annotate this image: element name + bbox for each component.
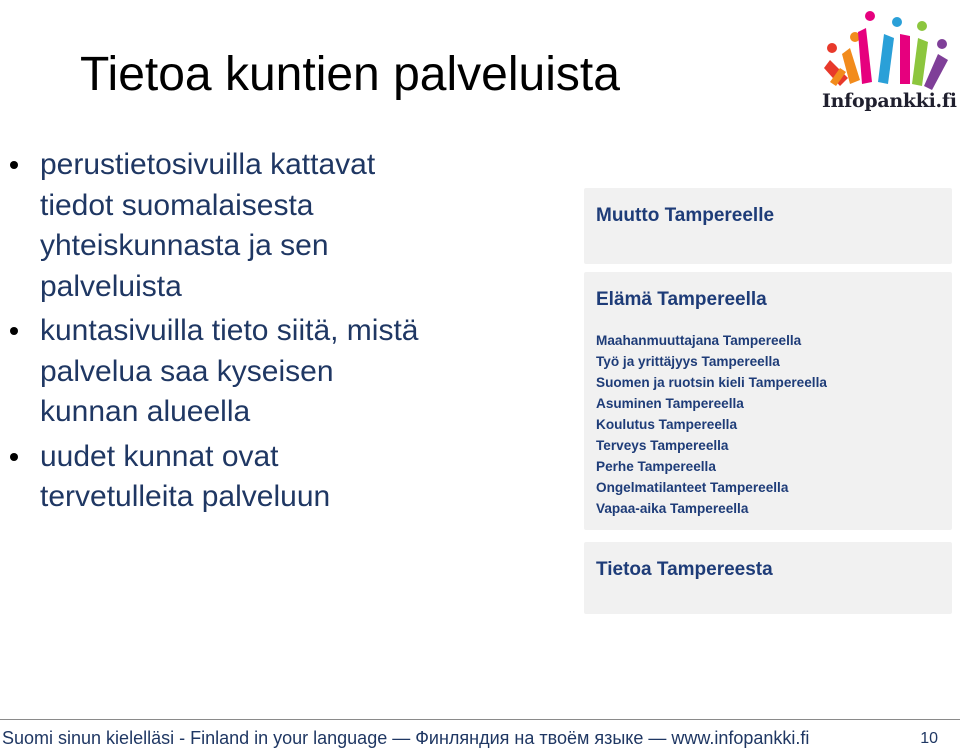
bullet-dot-icon [10,453,18,461]
panel-link[interactable]: Suomen ja ruotsin kieli Tampereella [596,375,827,390]
panel-elama [584,272,952,530]
footer-divider [0,719,960,720]
panel-link[interactable]: Vapaa-aika Tampereella [596,501,749,516]
bullet-line: palvelua saa kyseisen [40,354,334,388]
panel-tietoa [584,542,952,614]
bullet-dot-icon [10,161,18,169]
bullet-line: tervetulleita palveluun [40,480,331,513]
bullet-line: uudet kunnat ovat [40,439,279,473]
panel-link[interactable]: Maahanmuuttajana Tampereella [596,333,802,348]
bullet-item [0,145,560,307]
panel-link[interactable]: Työ ja yrittäjyys Tampereella [596,354,780,369]
panel-heading-elama[interactable]: Elämä Tampereella [596,289,767,310]
panel-muutto [584,188,952,264]
panel-heading-muutto[interactable]: Muutto Tampereelle [596,205,775,226]
logo-text: Infopankki.fi [822,90,957,112]
footer-text: Suomi sinun kielelläsi - Finland in your language — Финляндия на твоём языке — www.infopankki.fi [2,728,810,748]
bullet-line: palveluista [40,269,182,303]
panel-link-list [596,330,827,519]
panel-link[interactable]: Koulutus Tampereella [596,417,738,432]
bullet-list [0,145,560,522]
panel-link[interactable]: Perhe Tampereella [596,459,716,474]
slide-title: Tietoa kuntien palveluista [80,48,620,101]
panel-link[interactable]: Asuminen Tampereella [596,396,744,411]
bullet-line: tiedot suomalaisesta [40,188,314,222]
bullet-item [0,437,560,518]
bullet-line: kuntasivuilla tieto siitä, mistä [40,314,419,347]
panel-link[interactable]: Ongelmatilanteet Tampereella [596,480,789,495]
bullet-item [0,311,560,433]
page-number: 10 [920,730,938,747]
bullet-dot-icon [10,327,18,335]
bullet-line: perustietosivuilla kattavat [40,148,376,181]
panel-link[interactable]: Terveys Tampereella [596,438,729,453]
panel-heading-tietoa[interactable]: Tietoa Tampereesta [596,559,773,580]
bullet-line: yhteiskunnasta ja sen [40,229,329,262]
bullet-line: kunnan alueella [40,395,251,428]
